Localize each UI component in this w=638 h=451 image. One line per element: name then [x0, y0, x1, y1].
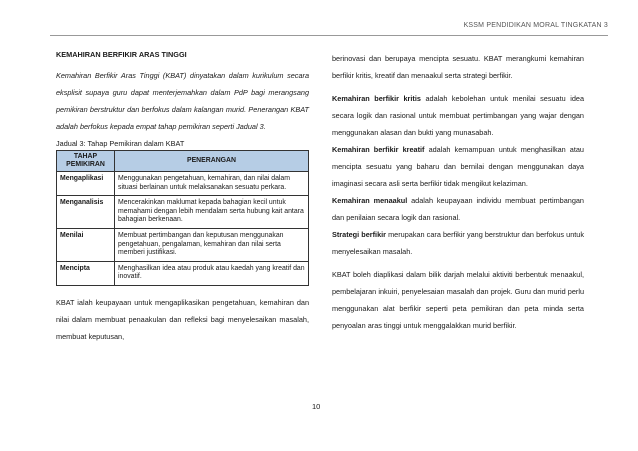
creative-thinking-paragraph: [332, 141, 584, 192]
reasoning-term: Kemahiran menaakul: [332, 196, 408, 205]
critical-thinking-paragraph: [332, 90, 584, 141]
running-header: KSSM PENDIDIKAN MORAL TINGKATAN 3: [463, 22, 608, 29]
creative-thinking-text: adalah kemampuan untuk menghasilkan atau mencipta sesuatu yang baharu dan bernilai dengan menggunakan daya imaginasi secara asli serta berfikir tidak mengikut kelaziman.: [332, 145, 584, 188]
table-row: [57, 172, 309, 196]
section-heading: KEMAHIRAN BERFIKIR ARAS TINGGI: [56, 50, 187, 59]
thinking-strategy-text: merupakan cara berfikir yang berstruktur dan berfokus untuk menyelesaikan masalah.: [332, 230, 584, 256]
creative-thinking-term: Kemahiran berfikir kreatif: [332, 145, 425, 154]
intro-paragraph: Kemahiran Berfikir Aras Tinggi (KBAT) dinyatakan dalam kurikulum secara eksplisit supaya guru dapat menterjemahkan dalam PdP bagi merangsang pemikiran berstruktur dan berfokus dalam kalangan murid. Penerangan KBAT adalah berfokus kepada empat tahap pemikiran seperti Jadual 3.: [56, 71, 309, 131]
level-description: Membuat pertimbangan dan keputusan menggunakan pengetahuan, pengalaman, kemahiran dan nilai serta memberi justifikasi.: [115, 228, 309, 261]
classroom-application-paragraph: KBAT boleh diaplikasi dalam bilik darjah melalui aktiviti berbentuk menaakul, pembelajaran inkuiri, penyelesaian masalah dan projek. Guru dan murid perlu menggunakan alat berfikir seperti peta pemikiran dan peta minda serta penyoalan aras tinggi untuk menggalakkan murid berfikir.: [332, 270, 584, 330]
continuation-paragraph: berinovasi dan berupaya mencipta sesuatu. KBAT merangkumi kemahiran berfikir kritis, kreatif dan menaakul serta strategi berfikir.: [332, 54, 584, 80]
level-term: Mengaplikasi: [57, 172, 115, 196]
level-description: Mencerakinkan maklumat kepada bahagian kecil untuk memahami dengan lebih mendalam serta hubung kait antara bahagian berkenaan.: [115, 196, 309, 229]
critical-thinking-term: Kemahiran berfikir kritis: [332, 94, 421, 103]
table-row: [57, 261, 309, 285]
left-column: [56, 50, 309, 345]
level-description: Menghasilkan idea atau produk atau kaedah yang kreatif dan inovatif.: [115, 261, 309, 285]
level-term: Menilai: [57, 228, 115, 261]
table-row: [57, 196, 309, 229]
thinking-levels-table: [56, 150, 309, 286]
table-row: [57, 228, 309, 261]
table-header-row: [57, 151, 309, 172]
reasoning-text: adalah keupayaan individu membuat pertimbangan dan penilaian secara logik dan rasional.: [332, 196, 584, 222]
critical-thinking-text: adalah kebolehan untuk menilai sesuatu idea secara logik dan rasional untuk membuat pertimbangan yang wajar dengan menggunakan alasan dan bukti yang munasabah.: [332, 94, 585, 137]
header-divider: [50, 35, 608, 36]
right-column: [332, 50, 584, 334]
column-header-description: PENERANGAN: [115, 151, 309, 172]
level-description: Menggunakan pengetahuan, kemahiran, dan nilai dalam situasi berlainan untuk melaksanakan sesuatu perkara.: [115, 172, 309, 196]
kbat-definition-paragraph: KBAT ialah keupayaan untuk mengaplikasikan pengetahuan, kemahiran dan nilai dalam membuat penaakulan dan refleksi bagi menyelesaikan masalah, membuat keputusan,: [56, 297, 309, 341]
thinking-strategy-term: Strategi berfikir: [332, 230, 386, 239]
table-caption: Jadual 3: Tahap Pemikiran dalam KBAT: [56, 139, 185, 148]
reasoning-paragraph: [332, 192, 584, 226]
column-header-level: TAHAP PEMIKIRAN: [57, 151, 115, 172]
level-term: Mencipta: [57, 261, 115, 285]
level-term: Menganalisis: [57, 196, 115, 229]
thinking-strategy-paragraph: [332, 226, 584, 260]
page-number: 10: [312, 402, 321, 411]
